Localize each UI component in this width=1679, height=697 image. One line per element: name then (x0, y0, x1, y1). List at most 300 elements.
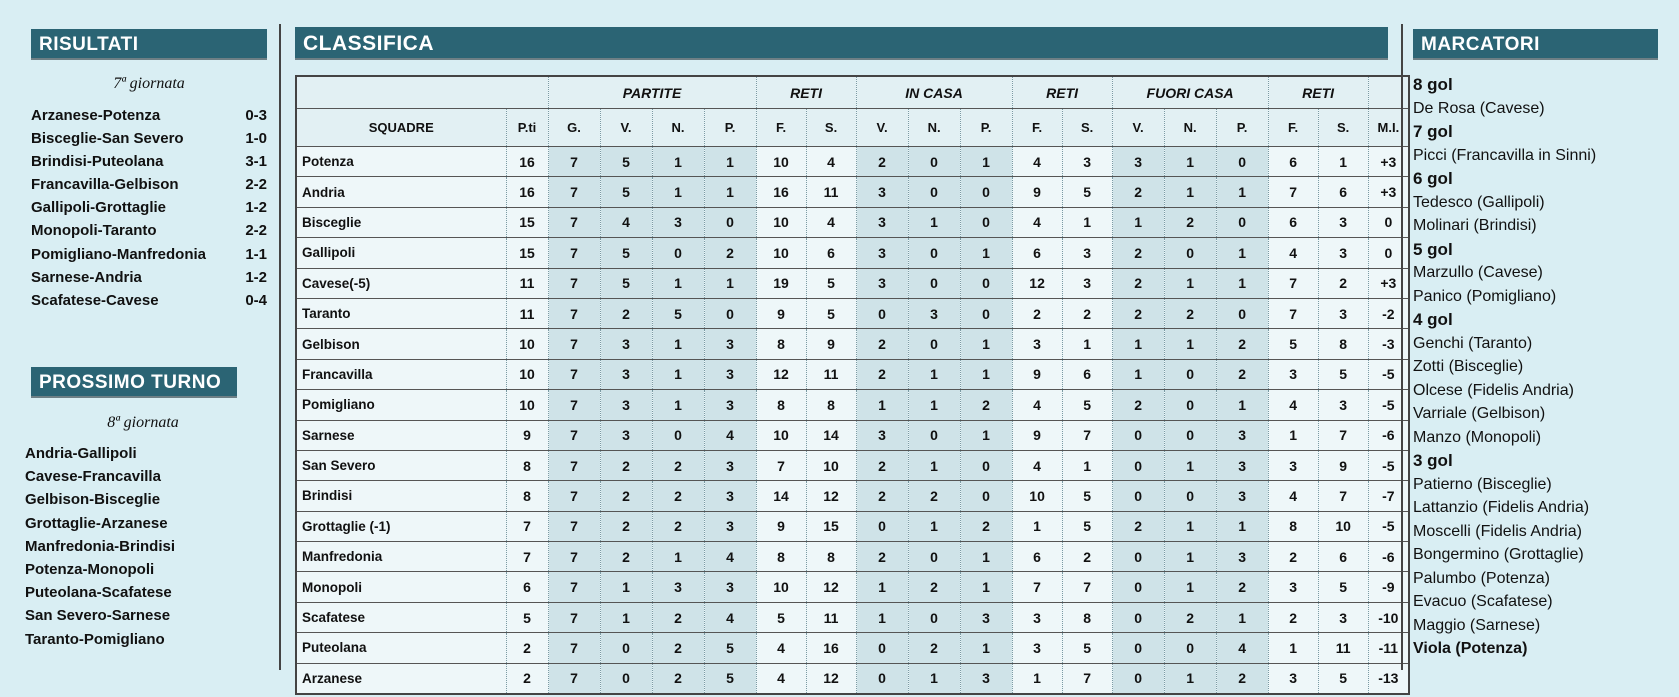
stat-cell: 0 (856, 663, 908, 694)
stat-cell: 2 (600, 450, 652, 480)
stat-cell: 0 (652, 420, 704, 450)
stat-cell: 5 (1318, 359, 1368, 389)
stat-cell: 0 (1164, 633, 1216, 663)
stat-cell: 2 (506, 663, 548, 694)
stat-cell: 1 (1062, 450, 1112, 480)
stat-cell: 7 (548, 147, 600, 177)
scorer-entry: Bongermino (Grottaglie) (1413, 546, 1584, 563)
results-list (31, 104, 267, 312)
stat-cell: 2 (1164, 207, 1216, 237)
stat-cell: 6 (1318, 542, 1368, 572)
group-in-casa: IN CASA (856, 76, 1012, 109)
scorer-entry: Picci (Francavilla in Sinni) (1413, 146, 1597, 164)
column-header: F. (1012, 109, 1062, 147)
column-header: F. (756, 109, 806, 147)
stat-cell: 0 (1112, 420, 1164, 450)
stat-cell: 2 (1318, 268, 1368, 298)
stat-cell: 1 (960, 572, 1012, 602)
standings-body (296, 147, 1409, 695)
stat-cell: 2 (856, 542, 908, 572)
scorer-entry: Patierno (Bisceglie) (1413, 475, 1552, 493)
stat-cell: 11 (1318, 633, 1368, 663)
column-header: P. (960, 109, 1012, 147)
stat-cell: 5 (600, 177, 652, 207)
stat-cell: 15 (506, 207, 548, 237)
scorer-entry: Molinari (Brindisi) (1413, 217, 1537, 234)
stat-cell: 7 (1268, 298, 1318, 328)
column-header: V. (856, 109, 908, 147)
stat-cell: 1 (704, 268, 756, 298)
stat-cell: 10 (756, 147, 806, 177)
result-row (31, 150, 267, 173)
stat-cell: 12 (1012, 268, 1062, 298)
stat-cell: 0 (908, 602, 960, 632)
stat-cell: +3 (1368, 268, 1409, 298)
stat-cell: 4 (1012, 450, 1062, 480)
column-header: S. (1062, 109, 1112, 147)
stat-cell: +3 (1368, 147, 1409, 177)
stat-cell: 0 (1368, 207, 1409, 237)
stat-cell: 10 (506, 390, 548, 420)
scorer-entry: Manzo (Monopoli) (1413, 428, 1542, 446)
stat-cell: 6 (1268, 147, 1318, 177)
team-name: Bisceglie (296, 207, 506, 237)
stat-cell: 3 (1216, 542, 1268, 572)
stat-cell: -5 (1368, 450, 1409, 480)
stat-cell: 2 (1112, 177, 1164, 207)
stat-cell: 7 (1062, 572, 1112, 602)
stat-cell: 10 (1318, 511, 1368, 541)
stat-cell: 2 (856, 359, 908, 389)
group-partite: PARTITE (548, 76, 756, 109)
stat-cell: 12 (806, 572, 856, 602)
stat-cell: 1 (1216, 177, 1268, 207)
stat-cell: 8 (1318, 329, 1368, 359)
stat-cell: 3 (1318, 298, 1368, 328)
stat-cell: 4 (806, 207, 856, 237)
stat-cell: -6 (1368, 542, 1409, 572)
stat-cell: 7 (548, 268, 600, 298)
stat-cell: 1 (652, 390, 704, 420)
stat-cell: 3 (652, 207, 704, 237)
stat-cell: 0 (960, 268, 1012, 298)
stat-cell: 3 (1062, 147, 1112, 177)
stat-cell: 3 (1216, 481, 1268, 511)
group-reti-away: RETI (1268, 76, 1368, 109)
stat-cell: 7 (1012, 572, 1062, 602)
stat-cell: 2 (1062, 298, 1112, 328)
stat-cell: 2 (600, 298, 652, 328)
result-row (31, 196, 267, 219)
stat-cell: 9 (1012, 177, 1062, 207)
stat-cell: 7 (1318, 481, 1368, 511)
stat-cell: 3 (1268, 450, 1318, 480)
stat-cell: 3 (960, 602, 1012, 632)
result-match: Francavilla-Gelbison (31, 176, 179, 194)
team-name: San Severo (296, 450, 506, 480)
divider-right (1401, 24, 1403, 670)
stat-cell: 8 (756, 329, 806, 359)
result-score: 3-1 (245, 153, 267, 171)
stat-cell: 5 (1318, 663, 1368, 694)
scorer-entry: Palumbo (Potenza) (1413, 569, 1550, 587)
stat-cell: 0 (908, 177, 960, 207)
team-name: Cavese(-5) (296, 268, 506, 298)
stat-cell: 7 (548, 481, 600, 511)
column-header: P.ti (506, 109, 548, 147)
team-name: Brindisi (296, 481, 506, 511)
stat-cell: 1 (1268, 633, 1318, 663)
stat-cell: 1 (1164, 663, 1216, 694)
table-row (296, 147, 1409, 177)
stat-cell: 7 (1268, 177, 1318, 207)
stat-cell: 4 (1012, 207, 1062, 237)
stat-cell: 1 (652, 268, 704, 298)
stat-cell: 1 (1112, 329, 1164, 359)
stat-cell: 0 (704, 207, 756, 237)
stat-cell: 4 (1268, 481, 1318, 511)
stat-cell: 16 (756, 177, 806, 207)
stat-cell: 10 (806, 450, 856, 480)
stat-cell: 3 (704, 359, 756, 389)
stat-cell: 2 (600, 511, 652, 541)
stat-cell: 8 (506, 450, 548, 480)
stat-cell: 7 (1268, 268, 1318, 298)
stat-cell: 1 (960, 420, 1012, 450)
stat-cell: 5 (704, 633, 756, 663)
stat-cell: 3 (1012, 633, 1062, 663)
goal-group-heading: 6 gol (1413, 169, 1453, 188)
stat-cell: 6 (1318, 177, 1368, 207)
stat-cell: 3 (652, 572, 704, 602)
results-round-title: 7ª giornata (113, 75, 185, 92)
stat-cell: 10 (756, 420, 806, 450)
stat-cell: 1 (908, 511, 960, 541)
table-row (296, 359, 1409, 389)
stat-cell: 6 (1062, 359, 1112, 389)
stat-cell: 3 (704, 572, 756, 602)
stat-cell: 15 (506, 238, 548, 268)
stat-cell: 1 (960, 329, 1012, 359)
stat-cell: 5 (600, 147, 652, 177)
stat-cell: 3 (1268, 663, 1318, 694)
column-header: P. (1216, 109, 1268, 147)
stat-cell: 3 (856, 238, 908, 268)
stat-cell: 1 (1012, 511, 1062, 541)
stat-cell: 1 (1164, 147, 1216, 177)
stat-cell: 5 (506, 602, 548, 632)
stat-cell: 2 (600, 481, 652, 511)
stat-cell: 12 (806, 481, 856, 511)
stat-cell: 10 (756, 207, 806, 237)
stat-cell: 2 (600, 542, 652, 572)
stat-cell: 7 (548, 359, 600, 389)
stat-cell: 3 (704, 329, 756, 359)
stat-cell: 11 (806, 602, 856, 632)
stat-cell: 3 (704, 511, 756, 541)
stat-cell: 1 (600, 602, 652, 632)
stat-cell: 1 (1164, 511, 1216, 541)
stat-cell: 0 (908, 420, 960, 450)
stat-cell: 16 (506, 147, 548, 177)
stat-cell: 11 (806, 359, 856, 389)
scorer-entry: Lattanzio (Fidelis Andria) (1413, 499, 1590, 516)
stat-cell: 15 (806, 511, 856, 541)
result-score: 0-3 (245, 107, 267, 124)
result-score: 1-2 (245, 199, 267, 217)
stat-cell: -11 (1368, 633, 1409, 663)
stat-cell: 2 (1216, 663, 1268, 694)
stat-cell: 7 (548, 177, 600, 207)
team-name: Pomigliano (296, 390, 506, 420)
column-header: M.I. (1368, 109, 1409, 147)
stat-cell: 11 (806, 177, 856, 207)
team-name: Grottaglie (-1) (296, 511, 506, 541)
stat-cell: 0 (960, 177, 1012, 207)
stat-cell: 0 (1164, 420, 1216, 450)
stat-cell: 5 (1062, 390, 1112, 420)
stat-cell: 0 (1112, 633, 1164, 663)
stat-cell: 9 (1012, 359, 1062, 389)
team-name: Monopoli (296, 572, 506, 602)
results-header: RISULTATI (31, 29, 267, 60)
stat-cell: 2 (1216, 572, 1268, 602)
team-name: Potenza (296, 147, 506, 177)
stat-cell: 1 (652, 147, 704, 177)
scorer-entry: Maggio (Sarnese) (1413, 616, 1541, 634)
stat-cell: -2 (1368, 298, 1409, 328)
column-header: V. (1112, 109, 1164, 147)
stat-cell: 8 (506, 481, 548, 511)
result-match: Pomigliano-Manfredonia (31, 245, 207, 263)
next-match: Andria-Gallipoli (25, 445, 137, 462)
stat-cell: 1 (652, 542, 704, 572)
stat-cell: -5 (1368, 359, 1409, 389)
stat-cell: 5 (704, 663, 756, 694)
team-name: Sarnese (296, 420, 506, 450)
result-score: 1-1 (245, 245, 267, 263)
stat-cell: 16 (506, 177, 548, 207)
divider-left (279, 24, 281, 670)
table-row (296, 420, 1409, 450)
table-row (296, 207, 1409, 237)
stat-cell: 9 (1318, 450, 1368, 480)
stat-cell: 2 (1112, 268, 1164, 298)
stat-cell: 1 (1216, 602, 1268, 632)
scorer-entry: De Rosa (Cavese) (1413, 99, 1545, 117)
stat-cell: 7 (548, 542, 600, 572)
stat-cell: 5 (1318, 572, 1368, 602)
result-row (31, 289, 267, 312)
stat-cell: 6 (506, 572, 548, 602)
result-row (31, 219, 267, 242)
stat-cell: 3 (704, 481, 756, 511)
stat-cell: -10 (1368, 602, 1409, 632)
stat-cell: 1 (1268, 420, 1318, 450)
stat-cell: 10 (1012, 481, 1062, 511)
stat-cell: 0 (1112, 481, 1164, 511)
stat-cell: 3 (600, 390, 652, 420)
stat-cell: 0 (960, 450, 1012, 480)
stat-cell: 1 (856, 602, 908, 632)
stat-cell: 0 (1216, 207, 1268, 237)
stat-cell: 1 (908, 450, 960, 480)
stat-cell: 9 (1012, 420, 1062, 450)
stat-cell: 1 (1012, 663, 1062, 694)
stat-cell: 1 (1216, 238, 1268, 268)
stat-cell: 19 (756, 268, 806, 298)
stat-cell: 1 (1164, 177, 1216, 207)
stat-cell: 4 (1012, 390, 1062, 420)
stat-cell: 1 (1164, 329, 1216, 359)
stat-cell: 3 (1062, 268, 1112, 298)
scorer-entry: Panico (Pomigliano) (1413, 287, 1557, 305)
stat-cell: 3 (1318, 390, 1368, 420)
stat-cell: 7 (548, 420, 600, 450)
stat-cell: 3 (704, 390, 756, 420)
stat-cell: -3 (1368, 329, 1409, 359)
next-match: Taranto-Pomigliano (25, 630, 165, 648)
stat-cell: 5 (1062, 177, 1112, 207)
stat-cell: 16 (806, 633, 856, 663)
stat-cell: 11 (506, 298, 548, 328)
stat-cell: 7 (506, 542, 548, 572)
stat-cell: 1 (960, 238, 1012, 268)
result-score: 1-0 (245, 130, 267, 148)
group-reti-home: RETI (1012, 76, 1112, 109)
table-row (296, 238, 1409, 268)
stat-cell: 10 (756, 572, 806, 602)
stat-cell: 1 (652, 359, 704, 389)
stat-cell: 1 (704, 147, 756, 177)
stat-cell: 0 (1216, 147, 1268, 177)
stat-cell: 6 (1012, 238, 1062, 268)
stat-cell: 11 (506, 268, 548, 298)
next-match: Puteolana-Scafatese (25, 584, 172, 602)
stat-cell: 3 (1318, 602, 1368, 632)
stat-cell: 2 (652, 511, 704, 541)
goal-group-heading: 3 gol (1413, 451, 1453, 470)
stat-cell: 1 (1164, 450, 1216, 480)
column-header: F. (1268, 109, 1318, 147)
stat-cell: 7 (548, 633, 600, 663)
column-header: S. (806, 109, 856, 147)
stat-cell: 1 (1164, 268, 1216, 298)
result-score: 1-2 (245, 268, 267, 286)
table-row (296, 572, 1409, 602)
stat-cell: 8 (756, 542, 806, 572)
stat-cell: 0 (908, 268, 960, 298)
next-match: Manfredonia-Brindisi (25, 537, 176, 555)
scorer-entry: Marzullo (Cavese) (1413, 264, 1543, 281)
stat-cell: 2 (960, 511, 1012, 541)
stat-cell: 3 (600, 359, 652, 389)
stat-cell: 3 (1268, 572, 1318, 602)
stat-cell: -6 (1368, 420, 1409, 450)
stat-cell: 4 (1268, 238, 1318, 268)
goal-group-heading: 7 gol (1413, 122, 1453, 141)
stat-cell: 5 (600, 238, 652, 268)
team-name: Scafatese (296, 602, 506, 632)
stat-cell: 1 (908, 359, 960, 389)
stat-cell: -5 (1368, 511, 1409, 541)
stat-cell: 4 (704, 602, 756, 632)
standings-corner (296, 76, 548, 109)
stat-cell: 1 (1216, 511, 1268, 541)
stat-cell: 2 (1164, 602, 1216, 632)
stat-cell: 0 (1112, 450, 1164, 480)
standings-table (295, 75, 1410, 695)
stat-cell: 3 (960, 663, 1012, 694)
stat-cell: 2 (908, 481, 960, 511)
column-header: N. (908, 109, 960, 147)
stat-cell: 1 (960, 359, 1012, 389)
scorers-list (1413, 73, 1673, 661)
stat-cell: 3 (1318, 207, 1368, 237)
stat-cell: 1 (908, 207, 960, 237)
table-row (296, 481, 1409, 511)
stat-cell: -7 (1368, 481, 1409, 511)
column-header: N. (1164, 109, 1216, 147)
stat-cell: 7 (548, 298, 600, 328)
stat-cell: 1 (1062, 329, 1112, 359)
stat-cell: 2 (652, 633, 704, 663)
stat-cell: 4 (600, 207, 652, 237)
stat-cell: 8 (1268, 511, 1318, 541)
stat-cell: 8 (1062, 602, 1112, 632)
group-fuori-casa: FUORI CASA (1112, 76, 1268, 109)
stat-cell: 1 (652, 329, 704, 359)
stat-cell: 3 (1062, 238, 1112, 268)
stat-cell: 5 (1062, 511, 1112, 541)
stat-cell: 0 (908, 329, 960, 359)
stat-cell: 4 (806, 147, 856, 177)
stat-cell: 5 (806, 268, 856, 298)
stat-cell: 8 (806, 390, 856, 420)
table-row (296, 177, 1409, 207)
column-header: V. (600, 109, 652, 147)
stat-cell: 5 (1268, 329, 1318, 359)
stat-cell: 0 (908, 147, 960, 177)
stat-cell: 8 (756, 390, 806, 420)
scorer-entry: Evacuo (Scafatese) (1413, 593, 1553, 610)
stat-cell: 1 (1112, 359, 1164, 389)
result-match: Gallipoli-Grottaglie (31, 199, 167, 217)
stat-cell: 1 (856, 572, 908, 602)
stat-cell: 6 (1268, 207, 1318, 237)
stat-cell: 0 (704, 298, 756, 328)
stat-cell: 4 (704, 542, 756, 572)
stat-cell: 3 (856, 177, 908, 207)
table-row (296, 329, 1409, 359)
stat-cell: 0 (960, 207, 1012, 237)
stat-cell: 0 (1368, 238, 1409, 268)
goal-group-heading: 5 gol (1413, 239, 1453, 259)
group-reti-total: RETI (756, 76, 856, 109)
team-name: Puteolana (296, 633, 506, 663)
stat-cell: 2 (1112, 390, 1164, 420)
scorer-entry: Olcese (Fidelis Andria) (1413, 381, 1574, 399)
stat-cell: 2 (1062, 542, 1112, 572)
stat-cell: 10 (756, 238, 806, 268)
stat-cell: 7 (548, 207, 600, 237)
stat-cell: 0 (960, 481, 1012, 511)
column-header: P. (704, 109, 756, 147)
stat-cell: 9 (756, 511, 806, 541)
stat-cell: 0 (856, 633, 908, 663)
stat-cell: 5 (652, 298, 704, 328)
scorers-header: MARCATORI (1413, 29, 1658, 60)
